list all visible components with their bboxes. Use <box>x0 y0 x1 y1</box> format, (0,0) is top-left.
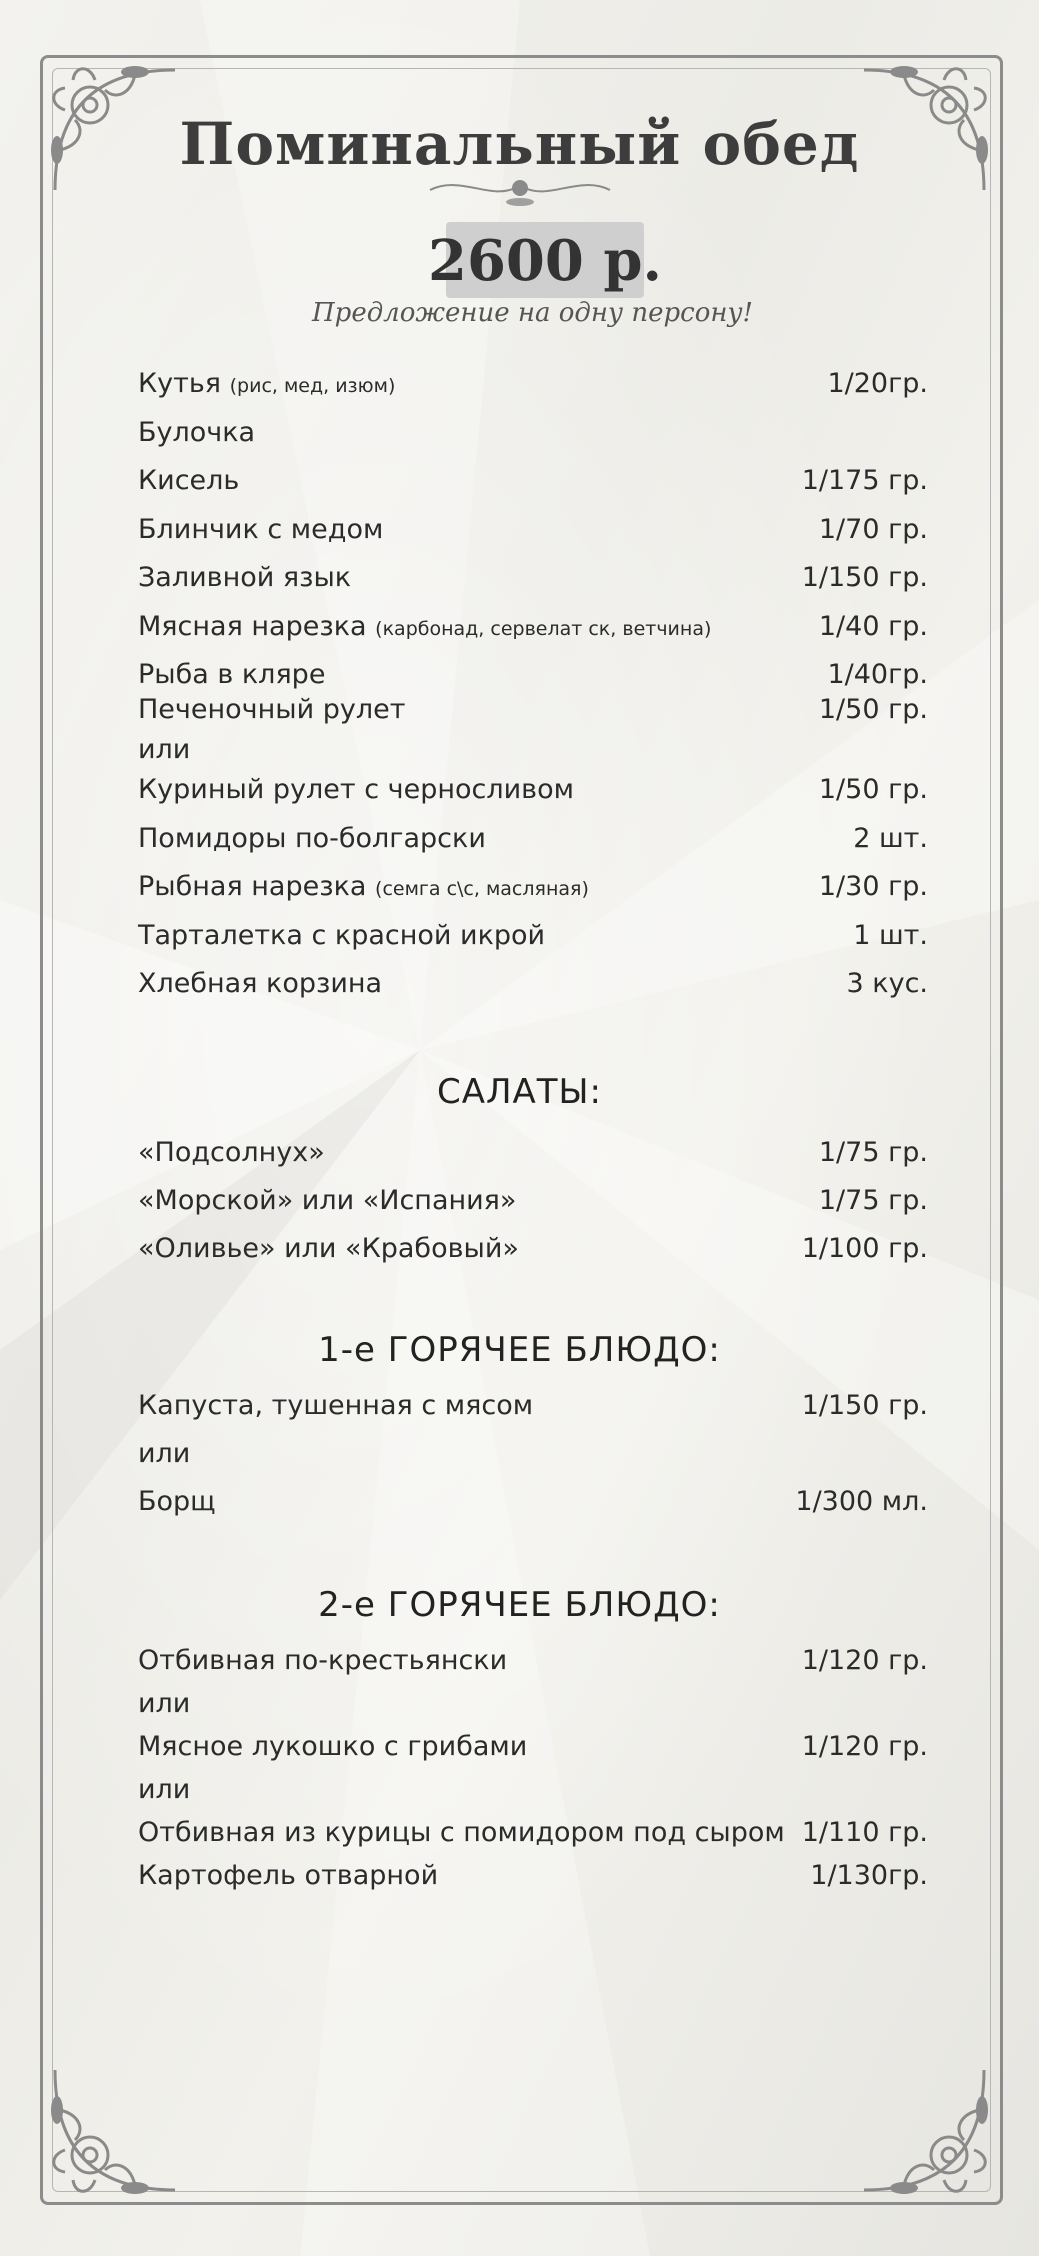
menu-item-name-text: Рыбная нарезка <box>138 871 367 902</box>
menu-item-qty: 1/40 гр. <box>818 610 928 642</box>
menu-item-qty: 1/110 гр. <box>801 1817 928 1848</box>
menu-item-qty: 1/150 гр. <box>801 562 928 593</box>
menu-item-name-text: Печеночный рулет <box>138 694 406 725</box>
menu-item-name <box>138 1731 527 1762</box>
menu-item-qty: 1/70 гр. <box>818 513 928 545</box>
menu-item-row <box>138 562 928 604</box>
menu-item-name-text: «Подсолнух» <box>138 1137 325 1168</box>
menu-item-row <box>138 1185 928 1227</box>
hot1-heading: 1-е ГОРЯЧЕЕ БЛЮДО: <box>318 1330 721 1370</box>
menu-item-name-text: Помидоры по-болгарски <box>138 822 486 854</box>
menu-item-name <box>138 1486 216 1517</box>
menu-item-name-text: Мясное лукошко с грибами <box>138 1731 528 1762</box>
menu-item-row <box>138 1486 928 1528</box>
menu-item-name <box>138 1817 785 1848</box>
menu-item-name <box>138 1390 533 1421</box>
menu-item-row <box>138 465 928 507</box>
menu-title: Поминальный обед <box>179 110 860 178</box>
menu-item-name <box>138 368 395 399</box>
menu-item-name <box>138 465 239 496</box>
menu-item-qty: 1 шт. <box>853 919 928 951</box>
salads-heading: САЛАТЫ: <box>436 1072 603 1112</box>
menu-item-row <box>138 368 928 410</box>
menu-item-name <box>138 823 486 854</box>
menu-item-row <box>138 968 928 1010</box>
menu-item-row <box>138 1438 928 1480</box>
menu-item-name-text: Куриный рулет с черносливом <box>138 774 574 805</box>
menu-item-row <box>138 1390 928 1432</box>
menu-item-row <box>138 1233 928 1275</box>
menu-item-qty: 1/100 гр. <box>801 1233 928 1264</box>
menu-item-name-text: Тарталетка с красной икрой <box>138 919 546 951</box>
menu-item-name <box>138 562 351 593</box>
menu-item-qty: 1/75 гр. <box>818 1185 928 1216</box>
menu-item-row <box>138 1860 928 1902</box>
menu-item-name-text: или <box>138 1438 191 1469</box>
menu-item-row <box>138 920 928 962</box>
menu-item-qty: 2 шт. <box>853 822 928 854</box>
menu-item-name-text: Блинчик с медом <box>138 513 384 545</box>
menu-item-name <box>138 1688 190 1719</box>
menu-item-row <box>138 1731 928 1773</box>
menu-item-note: (семга с\с, масляная) <box>375 878 589 900</box>
menu-item-qty: 1/40гр. <box>827 659 928 690</box>
menu-item-name-text: или <box>138 1688 191 1719</box>
menu-item-row <box>138 1137 928 1179</box>
menu-item-qty: 1/75 гр. <box>818 1137 928 1168</box>
menu-item-name <box>138 1137 325 1168</box>
menu-subtitle: Предложение на одну персону! <box>312 298 753 328</box>
menu-item-name <box>138 514 383 545</box>
menu-item-name <box>138 611 711 642</box>
menu-item-name-text: или <box>138 1774 191 1805</box>
menu-item-note: (карбонад, сервелат ск, ветчина) <box>375 617 712 640</box>
menu-item-qty: 1/50 гр. <box>818 694 928 725</box>
menu-item-row <box>138 1817 928 1859</box>
title-flourish-icon <box>420 170 620 210</box>
menu-item-qty: 1/50 гр. <box>818 774 928 805</box>
menu-item-qty: 1/130гр. <box>810 1860 928 1891</box>
menu-item-qty: 1/120 гр. <box>801 1731 928 1762</box>
menu-item-name <box>138 1645 507 1676</box>
menu-item-name-text: Отбивная из курицы с помидором под сыром <box>138 1817 785 1848</box>
menu-item-name-text: или <box>138 734 191 765</box>
menu-price: 2600 р. <box>427 228 662 294</box>
menu-item-name-text: «Оливье» или «Крабовый» <box>138 1233 519 1264</box>
menu-item-qty: 1/20гр. <box>827 368 928 399</box>
menu-item-name-text: «Морской» или «Испания» <box>138 1185 517 1216</box>
menu-item-row <box>138 1688 928 1730</box>
menu-item-name-text: Хлебная корзина <box>138 968 383 999</box>
menu-item-name-text: Кисель <box>138 465 240 496</box>
menu-item-name-text: Кутья <box>138 368 222 399</box>
menu-item-name-text: Булочка <box>138 416 256 448</box>
menu-item-name <box>138 968 382 999</box>
hot2-heading: 2-е ГОРЯЧЕЕ БЛЮДО: <box>318 1585 721 1625</box>
menu-item-qty: 1/175 гр. <box>801 465 928 496</box>
menu-item-row <box>138 734 928 776</box>
menu-item-name <box>138 659 325 690</box>
menu-item-name-text: Мясная нарезка <box>138 610 367 642</box>
corner-ornament-bottom-right-icon <box>854 2060 1004 2210</box>
menu-item-row <box>138 1645 928 1687</box>
menu-item-row <box>138 774 928 816</box>
menu-item-name-text: Картофель отварной <box>138 1860 439 1891</box>
menu-item-row <box>138 823 928 865</box>
menu-item-name <box>138 694 405 725</box>
menu-item-row <box>138 871 928 913</box>
menu-item-name-text: Капуста, тушенная с мясом <box>138 1390 534 1421</box>
menu-item-name <box>138 1233 519 1264</box>
corner-ornament-bottom-left-icon <box>35 2060 185 2210</box>
menu-item-qty: 1/150 гр. <box>801 1390 928 1421</box>
menu-item-qty: 1/300 мл. <box>795 1486 928 1517</box>
menu-item-name-text: Борщ <box>138 1486 216 1517</box>
menu-item-name-text: Отбивная по-крестьянски <box>138 1645 508 1676</box>
menu-item-name <box>138 1774 190 1805</box>
menu-item-name <box>138 1438 190 1469</box>
menu-item-name-text: Заливной язык <box>138 562 352 593</box>
menu-item-note: (рис, мед, изюм) <box>229 375 396 397</box>
menu-item-row <box>138 417 928 459</box>
menu-item-name <box>138 920 545 951</box>
menu-item-row <box>138 1774 928 1816</box>
menu-item-row <box>138 694 928 736</box>
menu-item-qty: 1/120 гр. <box>801 1645 928 1676</box>
menu-item-row <box>138 611 928 653</box>
menu-item-name-text: Рыба в кляре <box>138 659 326 690</box>
menu-item-name <box>138 871 589 902</box>
menu-item-name <box>138 417 255 448</box>
menu-item-name <box>138 1185 516 1216</box>
menu-item-row <box>138 514 928 556</box>
menu-item-name <box>138 1860 438 1891</box>
menu-item-name <box>138 774 574 805</box>
menu-item-qty: 1/30 гр. <box>818 871 928 902</box>
menu-item-name <box>138 734 190 765</box>
menu-item-qty: 3 кус. <box>846 968 928 999</box>
